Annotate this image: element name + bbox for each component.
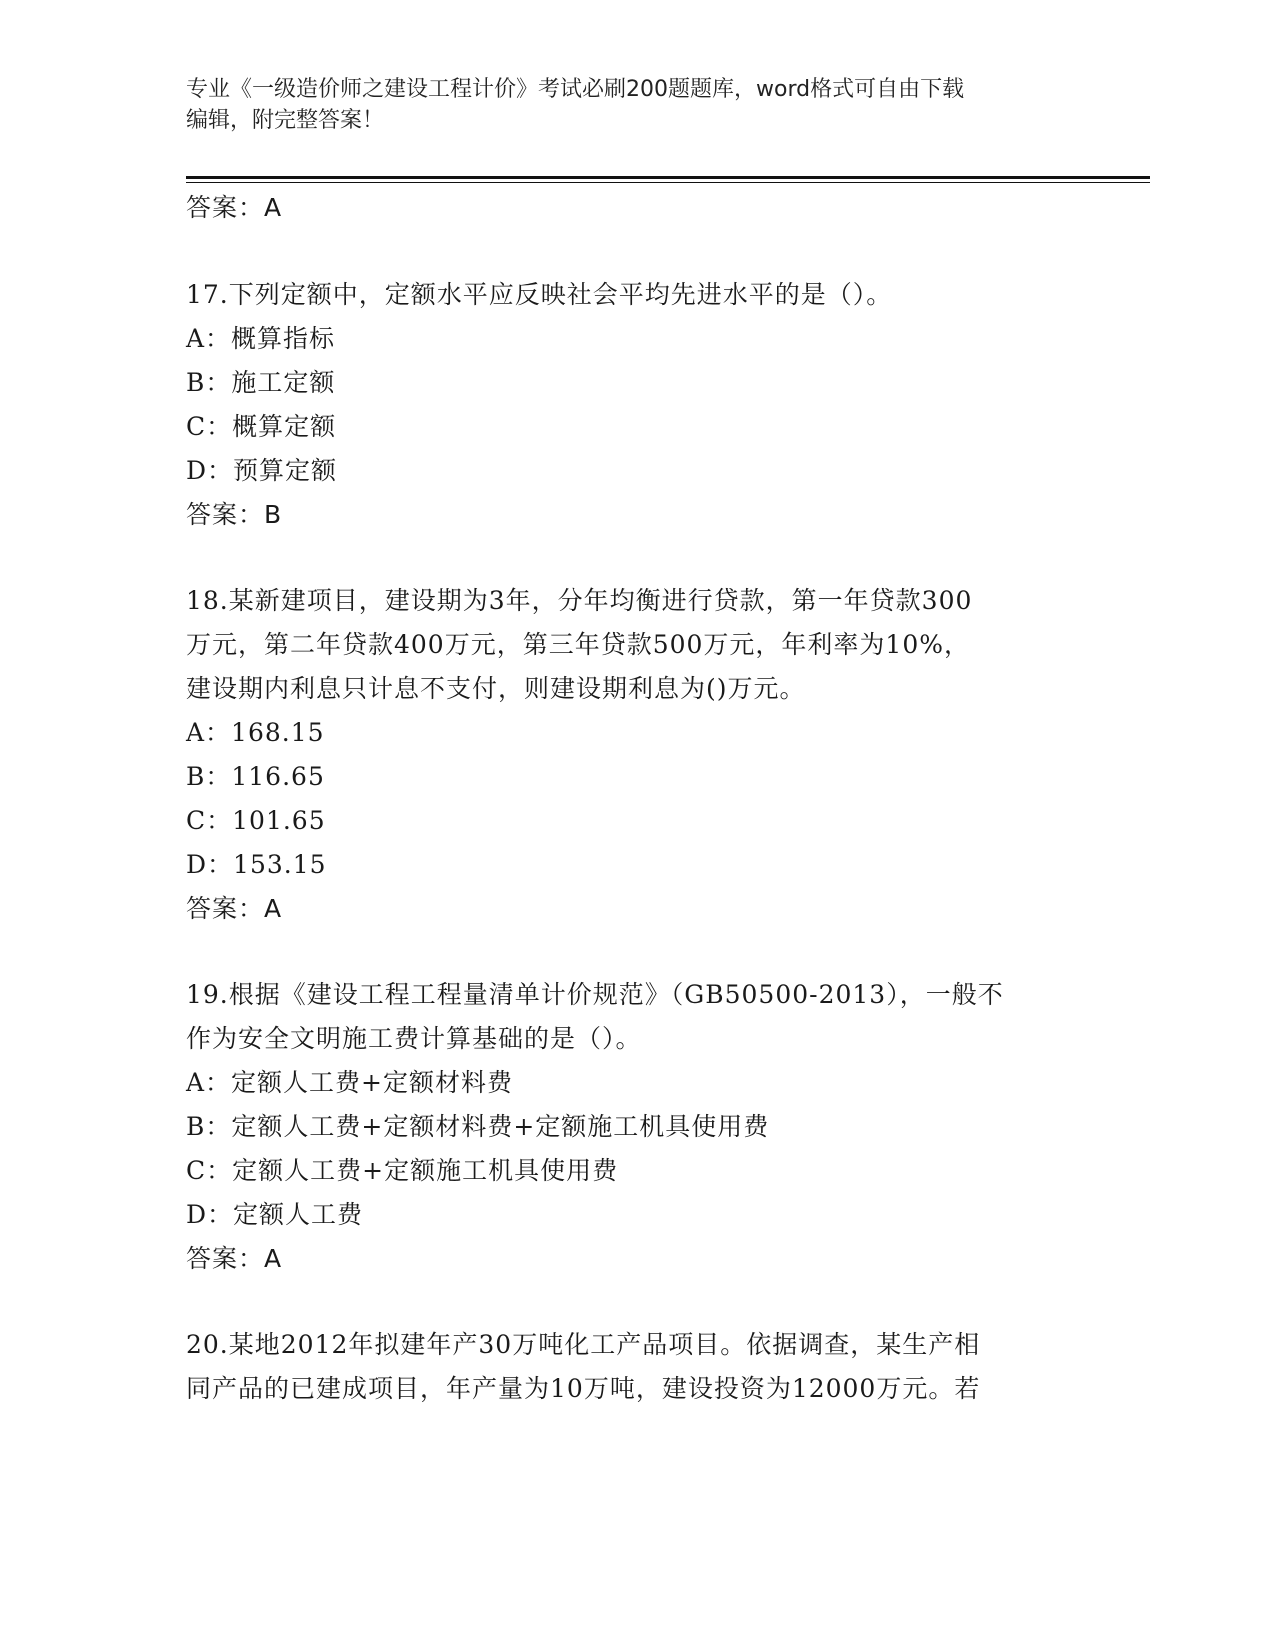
question-17-option-a: A：概算指标 — [186, 324, 336, 353]
question-20-stem-line-2: 同产品的已建成项目，年产量为10万吨，建设投资为12000万元。若 — [186, 1374, 981, 1403]
question-19-answer: 答案：A — [186, 1244, 283, 1273]
question-18-stem-line-2: 万元，第二年贷款400万元，第三年贷款500万元，年利率为10%， — [186, 630, 971, 659]
question-20-stem-line-1: 20.某地2012年拟建年产30万吨化工产品项目。依据调查，某生产相 — [186, 1330, 981, 1359]
answer-label: 答案：A — [186, 193, 283, 222]
question-19-stem-line-2: 作为安全文明施工费计算基础的是（）。 — [186, 1024, 642, 1053]
document-header — [186, 74, 1066, 136]
question-17-answer: 答案：B — [186, 500, 283, 529]
header-divider-thick — [186, 176, 1150, 179]
question-18-stem-line-1: 18.某新建项目，建设期为3年，分年均衡进行贷款，第一年贷款300 — [186, 586, 973, 615]
question-18-answer: 答案：A — [186, 894, 283, 923]
question-19-option-d: D：定额人工费 — [186, 1200, 364, 1229]
question-17-stem-line-1: 17.下列定额中，定额水平应反映社会平均先进水平的是（）。 — [186, 280, 893, 309]
question-17-option-d: D：预算定额 — [186, 456, 338, 485]
question-18-option-c: C：101.65 — [186, 806, 326, 835]
question-19-option-b: B：定额人工费+定额材料费+定额施工机具使用费 — [186, 1112, 770, 1141]
question-18-option-d: D：153.15 — [186, 850, 327, 879]
question-17-option-c: C：概算定额 — [186, 412, 337, 441]
question-19-stem-line-1: 19.根据《建设工程工程量清单计价规范》（GB50500-2013），一般不 — [186, 980, 1004, 1009]
question-19-option-c: C：定额人工费+定额施工机具使用费 — [186, 1156, 619, 1185]
header-divider-thin — [186, 182, 1150, 183]
header-line-2: 编辑，附完整答案！ — [186, 108, 385, 133]
question-18-stem-line-3: 建设期内利息只计息不支付，则建设期利息为()万元。 — [186, 674, 806, 703]
header-line-1: 专业《一级造价师之建设工程计价》考试必刷200题题库，word格式可自由下载 — [186, 77, 965, 102]
question-19-option-a: A：定额人工费+定额材料费 — [186, 1068, 514, 1097]
question-18-option-a: A：168.15 — [186, 718, 325, 747]
question-18-option-b: B：116.65 — [186, 762, 325, 791]
question-17-option-b: B：施工定额 — [186, 368, 336, 397]
